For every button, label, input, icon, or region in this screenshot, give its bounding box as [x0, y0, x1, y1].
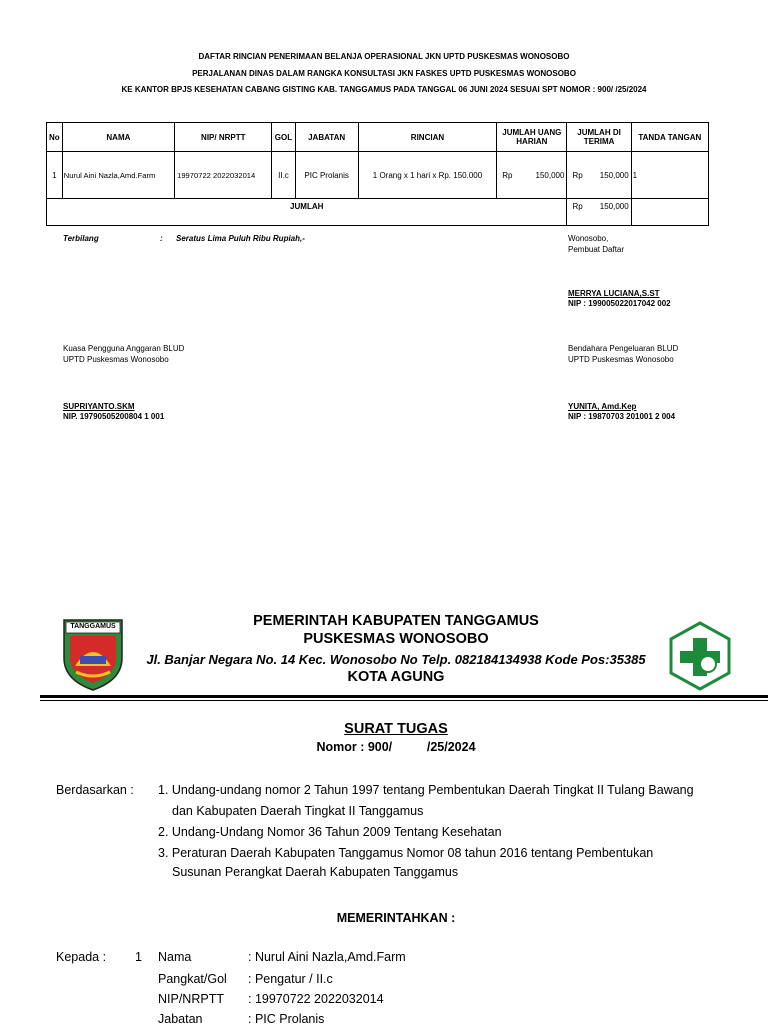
kop-divider-thick	[40, 695, 768, 698]
surat-nomor: Nomor : 900/ /25/2024	[316, 740, 476, 754]
surat-title: SURAT TUGAS	[344, 721, 448, 737]
kpa-nip: NIP. 19790505200804 1 001	[63, 412, 165, 421]
cell-terima	[567, 152, 631, 199]
dasar-item-3-cont: Susunan Perangkat Daerah Kabupaten Tanggamus	[172, 865, 459, 879]
pembuat-label: Pembuat Daftar	[568, 245, 625, 254]
total-ttd-cell	[631, 199, 708, 226]
kpa-name: SUPRIYANTO.SKM	[63, 402, 135, 411]
col-gol: GOL	[272, 123, 295, 152]
kop-line2: PUSKESMAS WONOSOBO	[303, 631, 489, 647]
kop-divider-thin	[40, 700, 768, 701]
bend-line1: Bendahara Pengeluaran BLUD	[568, 344, 679, 353]
kop-line3: Jl. Banjar Negara No. 14 Kec. Wonosobo No Telp. 082184134938 Kode Pos:35385	[146, 652, 646, 667]
field-label-pangkat: Pangkat/Gol	[158, 972, 227, 986]
rincian-title-line-2: PERJALANAN DINAS DALAM RANGKA KONSULTASI JKN FASKES UPTD PUSKESMAS WONOSOBO	[192, 69, 576, 78]
terima-rp: Rp	[572, 170, 583, 180]
cell-no: 1	[47, 152, 63, 199]
cell-rincian: 1 Orang x 1 hari x Rp. 150.000	[358, 152, 496, 199]
field-value-pangkat: : Pengatur / II.c	[248, 972, 333, 986]
rincian-table	[46, 122, 709, 226]
logo-text: TANGGAMUS	[70, 623, 116, 630]
pembuat-name: MERRYA LUCIANA,S.ST	[568, 289, 660, 298]
kpa-line2: UPTD Puskesmas Wonosobo	[63, 355, 169, 364]
bend-name: YUNITA, Amd.Kep	[568, 402, 637, 411]
memerintahkan-heading: MEMERINTAHKAN :	[336, 911, 456, 925]
total-rp: Rp	[572, 202, 583, 211]
cell-nip: 19970722 2022032014	[175, 152, 272, 199]
puskesmas-hexagon-icon	[668, 620, 732, 692]
table-total-row	[47, 199, 709, 226]
dasar-item-1-cont: dan Kabupaten Daerah Tingkat II Tanggamus	[172, 804, 424, 818]
col-ttd: TANDA TANGAN	[631, 123, 708, 152]
dasar-item-3: 3. Peraturan Daerah Kabupaten Tanggamus Nomor 08 tahun 2016 tentang Pembentukan	[158, 846, 654, 860]
cell-gol: II.c	[272, 152, 295, 199]
dasar-item-2: 2. Undang-Undang Nomor 36 Tahun 2009 Tentang Kesehatan	[158, 825, 502, 839]
bend-nip: NIP : 19870703 201001 2 004	[568, 412, 676, 421]
cell-ttd: 1	[631, 152, 708, 199]
total-value-cell	[567, 199, 631, 226]
pembuat-nip: NIP : 199005022017042 002	[568, 299, 671, 308]
place-date: Wonosobo,	[568, 234, 609, 243]
cell-harian	[497, 152, 567, 199]
total-value: 150,000	[599, 202, 629, 211]
kpa-line1: Kuasa Pengguna Anggaran BLUD	[63, 344, 185, 353]
harian-value: 150,000	[535, 170, 565, 180]
cell-nama: Nurul Aini Nazla,Amd.Farm	[62, 152, 174, 199]
field-value-nama: : Nurul Aini Nazla,Amd.Farm	[248, 950, 406, 964]
rincian-title-line-3: KE KANTOR BPJS KESEHATAN CABANG GISTING KAB. TANGGAMUS PADA TANGGAL 06 JUNI 2024 SESUAI SPT NOMOR : 900/ /25/2024	[121, 85, 647, 94]
puskesmas-logo	[668, 620, 732, 692]
col-nama: NAMA	[62, 123, 174, 152]
bend-line2: UPTD Puskesmas Wonosobo	[568, 355, 674, 364]
field-value-jabatan: : PIC Prolanis	[248, 1012, 325, 1026]
rincian-title-line-1: DAFTAR RINCIAN PENERIMAAN BELANJA OPERASIONAL JKN UPTD PUSKESMAS WONOSOBO	[198, 52, 570, 61]
terbilang-label: Terbilang	[63, 234, 99, 243]
field-label-jabatan: Jabatan	[158, 1012, 203, 1026]
kepada-number: 1	[135, 950, 142, 964]
harian-rp: Rp	[502, 170, 513, 180]
table-header-row	[47, 123, 709, 152]
field-label-nama: Nama	[158, 950, 192, 964]
kop-line4: KOTA AGUNG	[347, 669, 445, 685]
col-harian: JUMLAH UANG HARIAN	[497, 123, 567, 152]
col-nip: NIP/ NRPTT	[175, 123, 272, 152]
kop-line1: PEMERINTAH KABUPATEN TANGGAMUS	[253, 613, 539, 629]
col-rincian: RINCIAN	[358, 123, 496, 152]
terima-value: 150,000	[599, 170, 629, 180]
col-no: No	[47, 123, 63, 152]
table-row	[47, 152, 709, 199]
terbilang-colon: :	[160, 234, 163, 243]
col-terima: JUMLAH DI TERIMA	[567, 123, 631, 152]
col-jabatan: JABATAN	[295, 123, 358, 152]
cell-jabatan: PIC Prolanis	[295, 152, 358, 199]
field-value-nip: : 19970722 2022032014	[248, 992, 384, 1006]
kepada-label: Kepada :	[56, 950, 107, 964]
terbilang-value: Seratus Lima Puluh Ribu Rupiah,-	[176, 234, 305, 243]
dasar-item-1: 1. Undang-undang nomor 2 Tahun 1997 tentang Pembentukan Daerah Tingkat II Tulang Bawang	[158, 783, 694, 797]
field-label-nip: NIP/NRPTT	[158, 992, 224, 1006]
berdasarkan-label: Berdasarkan :	[56, 783, 134, 797]
total-label: JUMLAH	[47, 199, 567, 226]
